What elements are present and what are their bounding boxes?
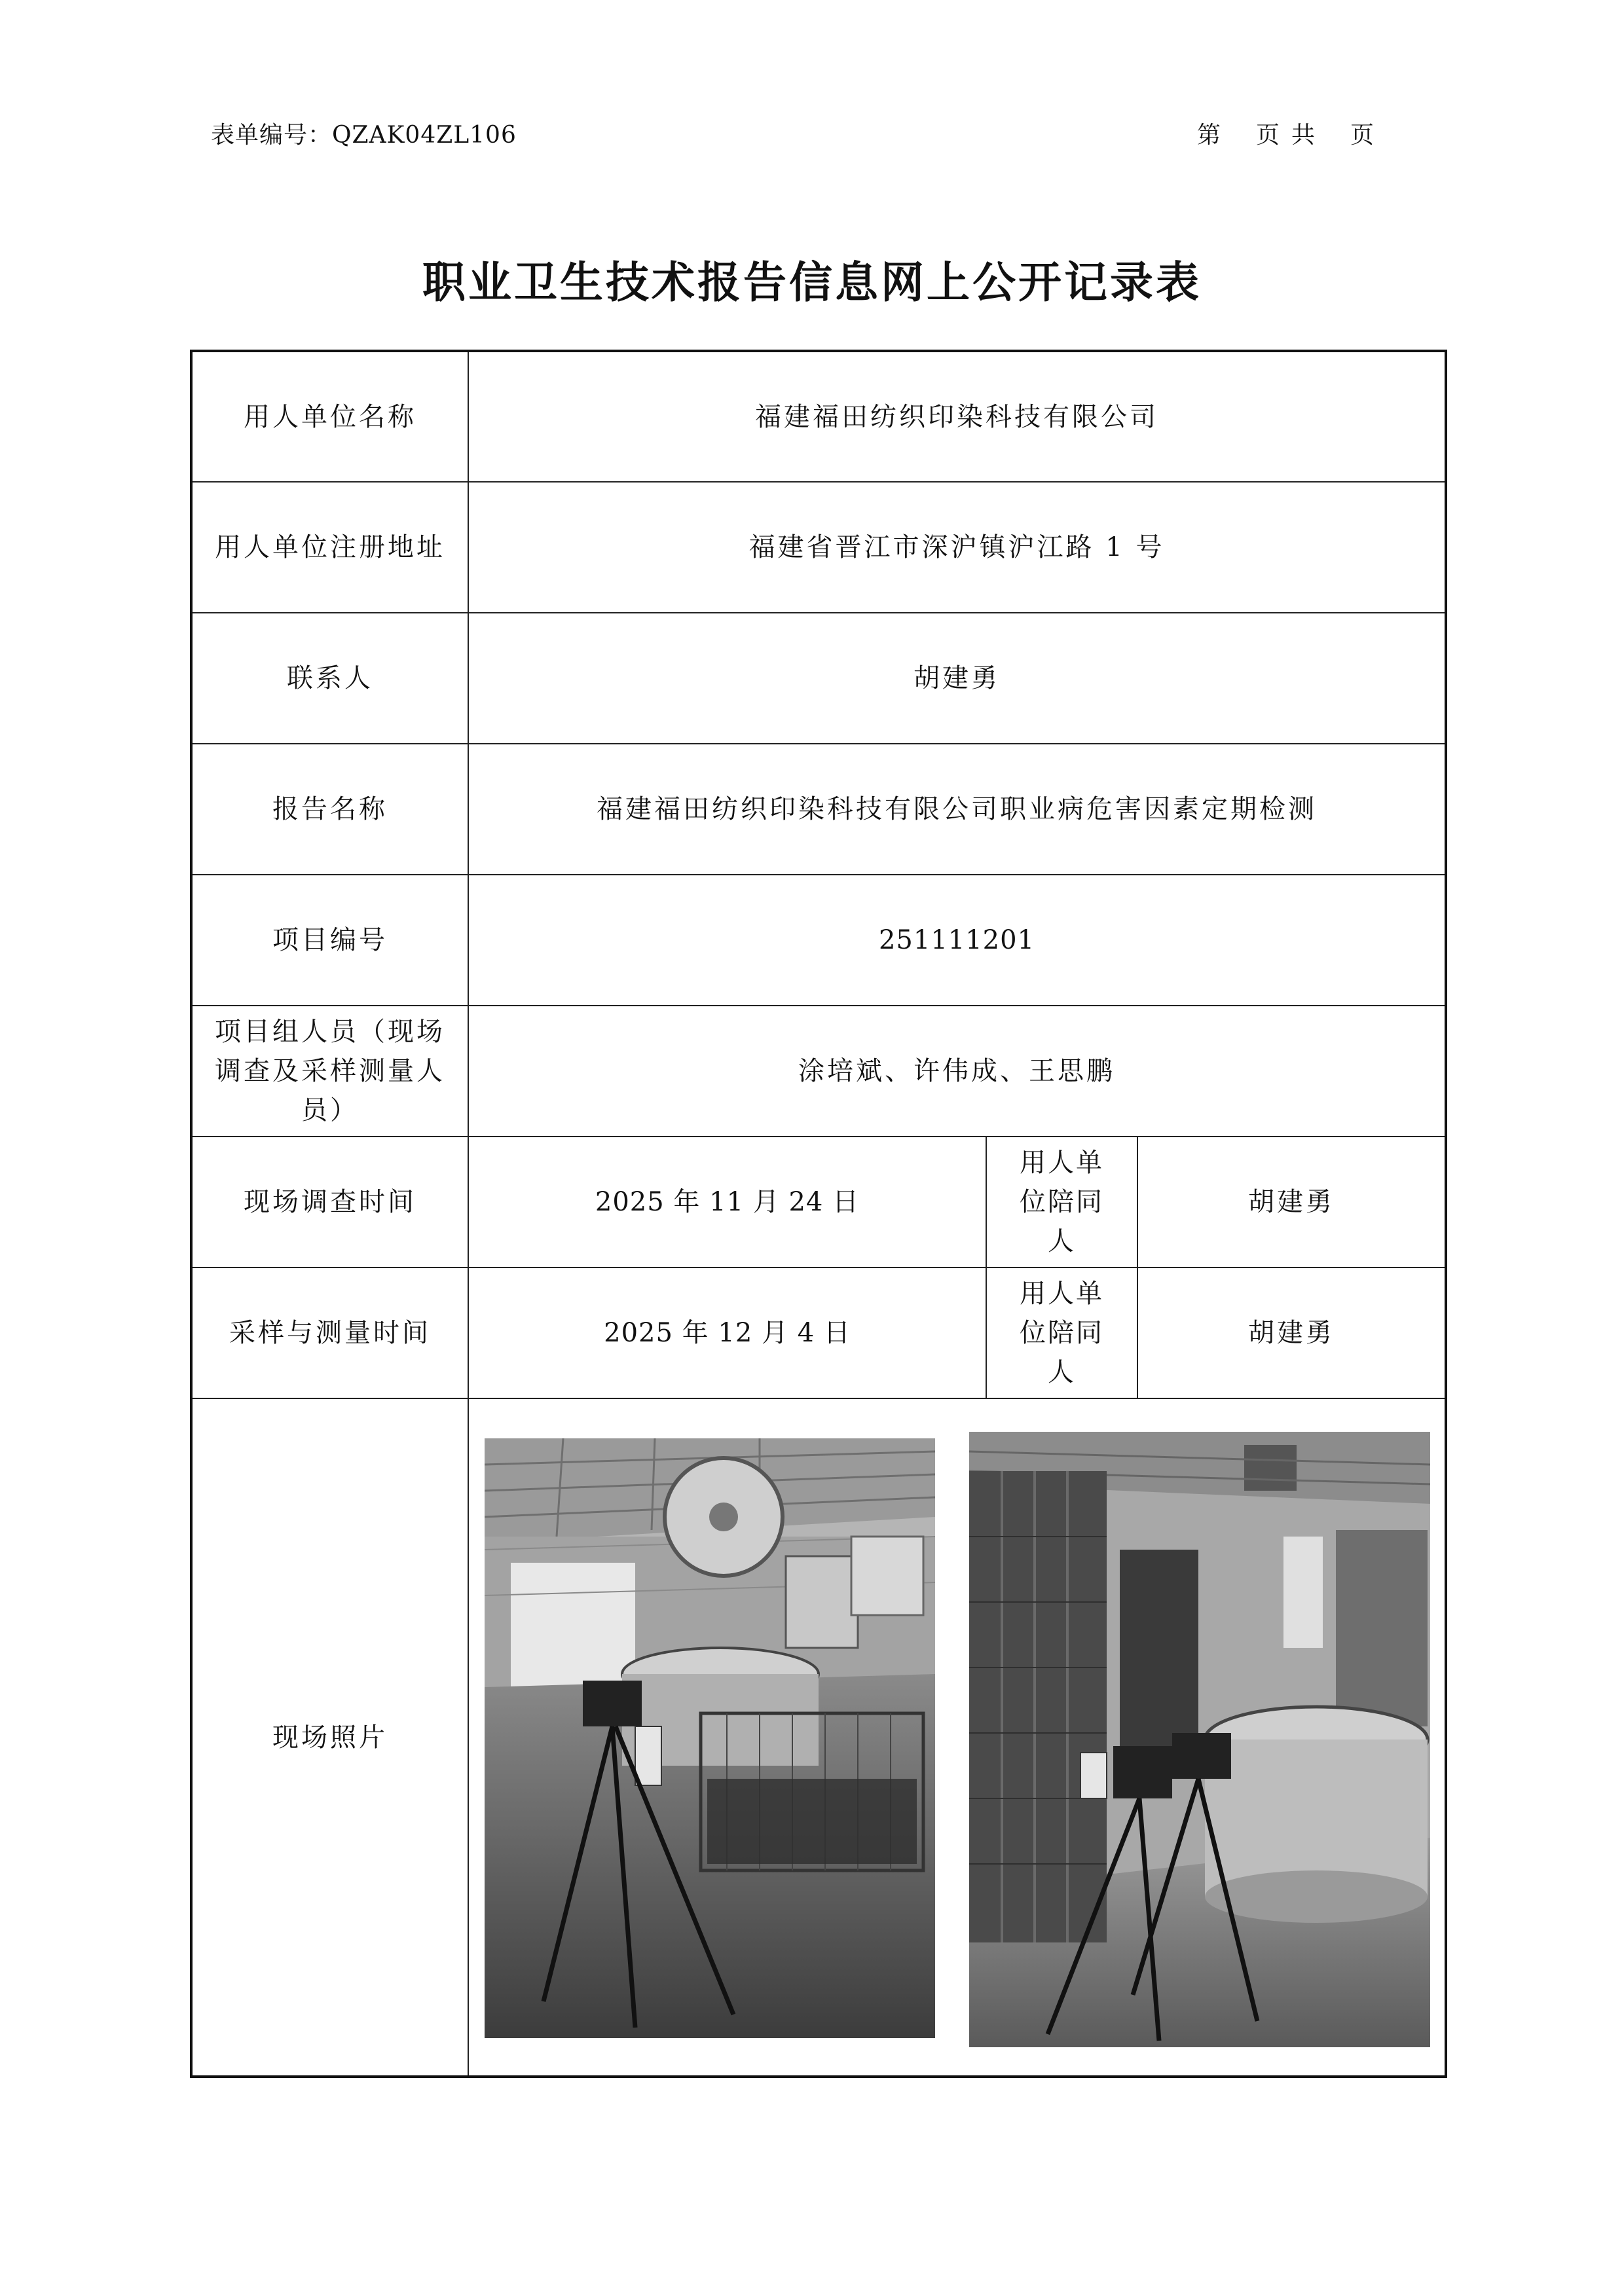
sampling-companion: 胡建勇 [1137,1267,1446,1398]
sampling-date: 2025 年 12 月 4 日 [468,1267,986,1398]
sampling-label: 采样与测量时间 [191,1267,468,1398]
survey-companion: 胡建勇 [1137,1137,1446,1267]
project-number-label: 项目编号 [191,875,468,1006]
row-sampling [191,1267,1446,1398]
record-table [190,350,1447,2078]
row-team [191,1006,1446,1137]
page-gong: 共 [1291,122,1316,149]
photos-label: 现场照片 [191,1398,468,2077]
sampling-companion-label: 用人单位陪同人 [986,1267,1137,1398]
row-photos [191,1398,1446,2077]
site-photo-2 [969,1432,1430,2047]
survey-companion-label: 用人单位陪同人 [986,1137,1137,1267]
company-name-value: 福建福田纺织印染科技有限公司 [468,351,1446,482]
team-label: 项目组人员（现场调查及采样测量人员） [191,1006,468,1137]
page-ye-2: 页 [1350,122,1375,149]
row-project-number [191,875,1446,1006]
page-title: 职业卫生技术报告信息网上公开记录表 [422,257,1202,308]
site-photo-1 [485,1438,935,2038]
row-address [191,482,1446,613]
row-company-name [191,351,1446,482]
row-survey [191,1137,1446,1267]
address-label: 用人单位注册地址 [191,482,468,613]
row-report-name [191,744,1446,875]
page-ye-1: 页 [1256,122,1280,149]
survey-label: 现场调查时间 [191,1137,468,1267]
contact-value: 胡建勇 [468,613,1446,744]
page-counter [1197,117,1374,150]
form-number: 表单编号：QZAK04ZL106 [211,122,517,149]
row-contact [191,613,1446,744]
report-name-value: 福建福田纺织印染科技有限公司职业病危害因素定期检测 [468,744,1446,875]
photos-area [469,1399,1445,2075]
page-di: 第 [1197,122,1221,149]
company-name-label: 用人单位名称 [191,351,468,482]
address-value: 福建省晋江市深沪镇沪江路 1 号 [468,482,1446,613]
team-value: 涂培斌、许伟成、王思鹏 [468,1006,1446,1137]
project-number-value: 251111201 [468,875,1446,1006]
report-name-label: 报告名称 [191,744,468,875]
contact-label: 联系人 [191,613,468,744]
survey-date: 2025 年 11 月 24 日 [468,1137,986,1267]
photos-cell [468,1398,1446,2077]
